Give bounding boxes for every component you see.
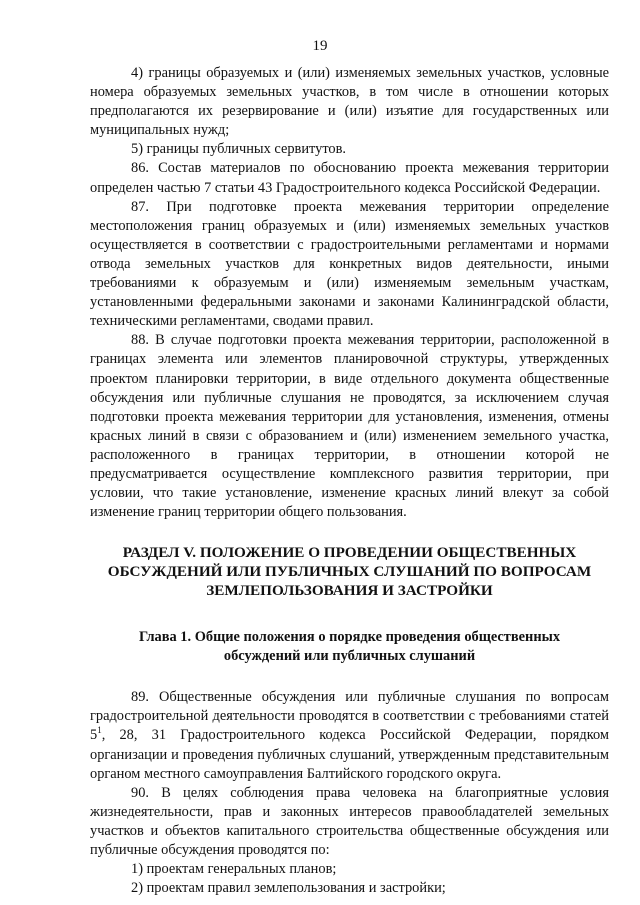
document-body [90, 64, 609, 898]
page-number: 19 [312, 38, 328, 54]
item-5: 5) границы публичных сервитутов. [131, 141, 347, 158]
paragraph-86: 86. Состав материалов по обоснованию проекта межевания территории определен частью 7 статьи 43 Градостроительного кодекса Российской Федерации. [90, 160, 609, 196]
list-item-2: 2) проектам правил землепользования и застройки; [131, 880, 446, 897]
list-item-1: 1) проектам генеральных планов; [131, 861, 337, 878]
section-title: РАЗДЕЛ V. ПОЛОЖЕНИЕ О ПРОВЕДЕНИИ ОБЩЕСТВЕННЫХ ОБСУЖДЕНИЙ ИЛИ ПУБЛИЧНЫХ СЛУШАНИЙ ПО ВОПРОСАМ ЗЕМЛЕПОЛЬЗОВАНИЯ И ЗАСТРОЙКИ [107, 544, 592, 600]
paragraph-89-part-a: 89. Общественные обсуждения или публичные слушания по вопросам градостроительной деятельности проводятся в соответствии с требованиями статей 5 [90, 689, 609, 744]
paragraph-87: 87. При подготовке проекта межевания территории определение местоположения границ образуемых и (или) изменяемых земельных участков осуществляется в соответствии с градостроительными регламентами и нормами отвода земельных участков для конкретных видов деятельности, иными требованиями к образуемым и (или) изменяемым земельным участкам, установленными федеральными законами и законами Калининградской области, техническими регламентами, сводами правил. [90, 198, 609, 330]
paragraph-89-part-b: , 28, 31 Градостроительного кодекса Российской Федерации, порядком организации и проведения публичных слушаний, утвержденным представительным органом местного самоуправления Балтийского городского округа. [90, 727, 609, 782]
paragraph-90: 90. В целях соблюдения права человека на благоприятные условия жизнедеятельности, прав и законных интересов правообладателей земельных участков и объектов капитального строительства общественные обсуждения или публичные обсуждения проводятся по: [90, 784, 609, 858]
item-4: 4) границы образуемых и (или) изменяемых земельных участков, условные номера образуемых земельных участков, в том числе в отношении которых предполагаются их резервирование и (или) изъятие для государственных или муниципальных нужд; [90, 65, 609, 139]
superscript-marker: 1 [97, 725, 102, 736]
paragraph-88: 88. В случае подготовки проекта межевания территории, расположенной в границах элемента или элементов планировочной структуры, утвержденных проектом планировки территории, в виде отдельного документа общественные обсуждения или публичные слушания не проводятся, за исключением случая подготовки проекта межевания территории для установления, изменения, отмены красных линий в связи с образованием и (или) изменением земельного участка, расположенного в границах территории, в отношении которой не предусматривается осуществление комплексного развития территории, при условии, что такие установление, изменение красных линий влекут за собой изменение границ территории общего пользования. [90, 332, 609, 521]
chapter-title: Глава 1. Общие положения о порядке проведения общественных обсуждений или публичных слушаний [138, 629, 561, 665]
paragraph-89 [90, 688, 609, 783]
